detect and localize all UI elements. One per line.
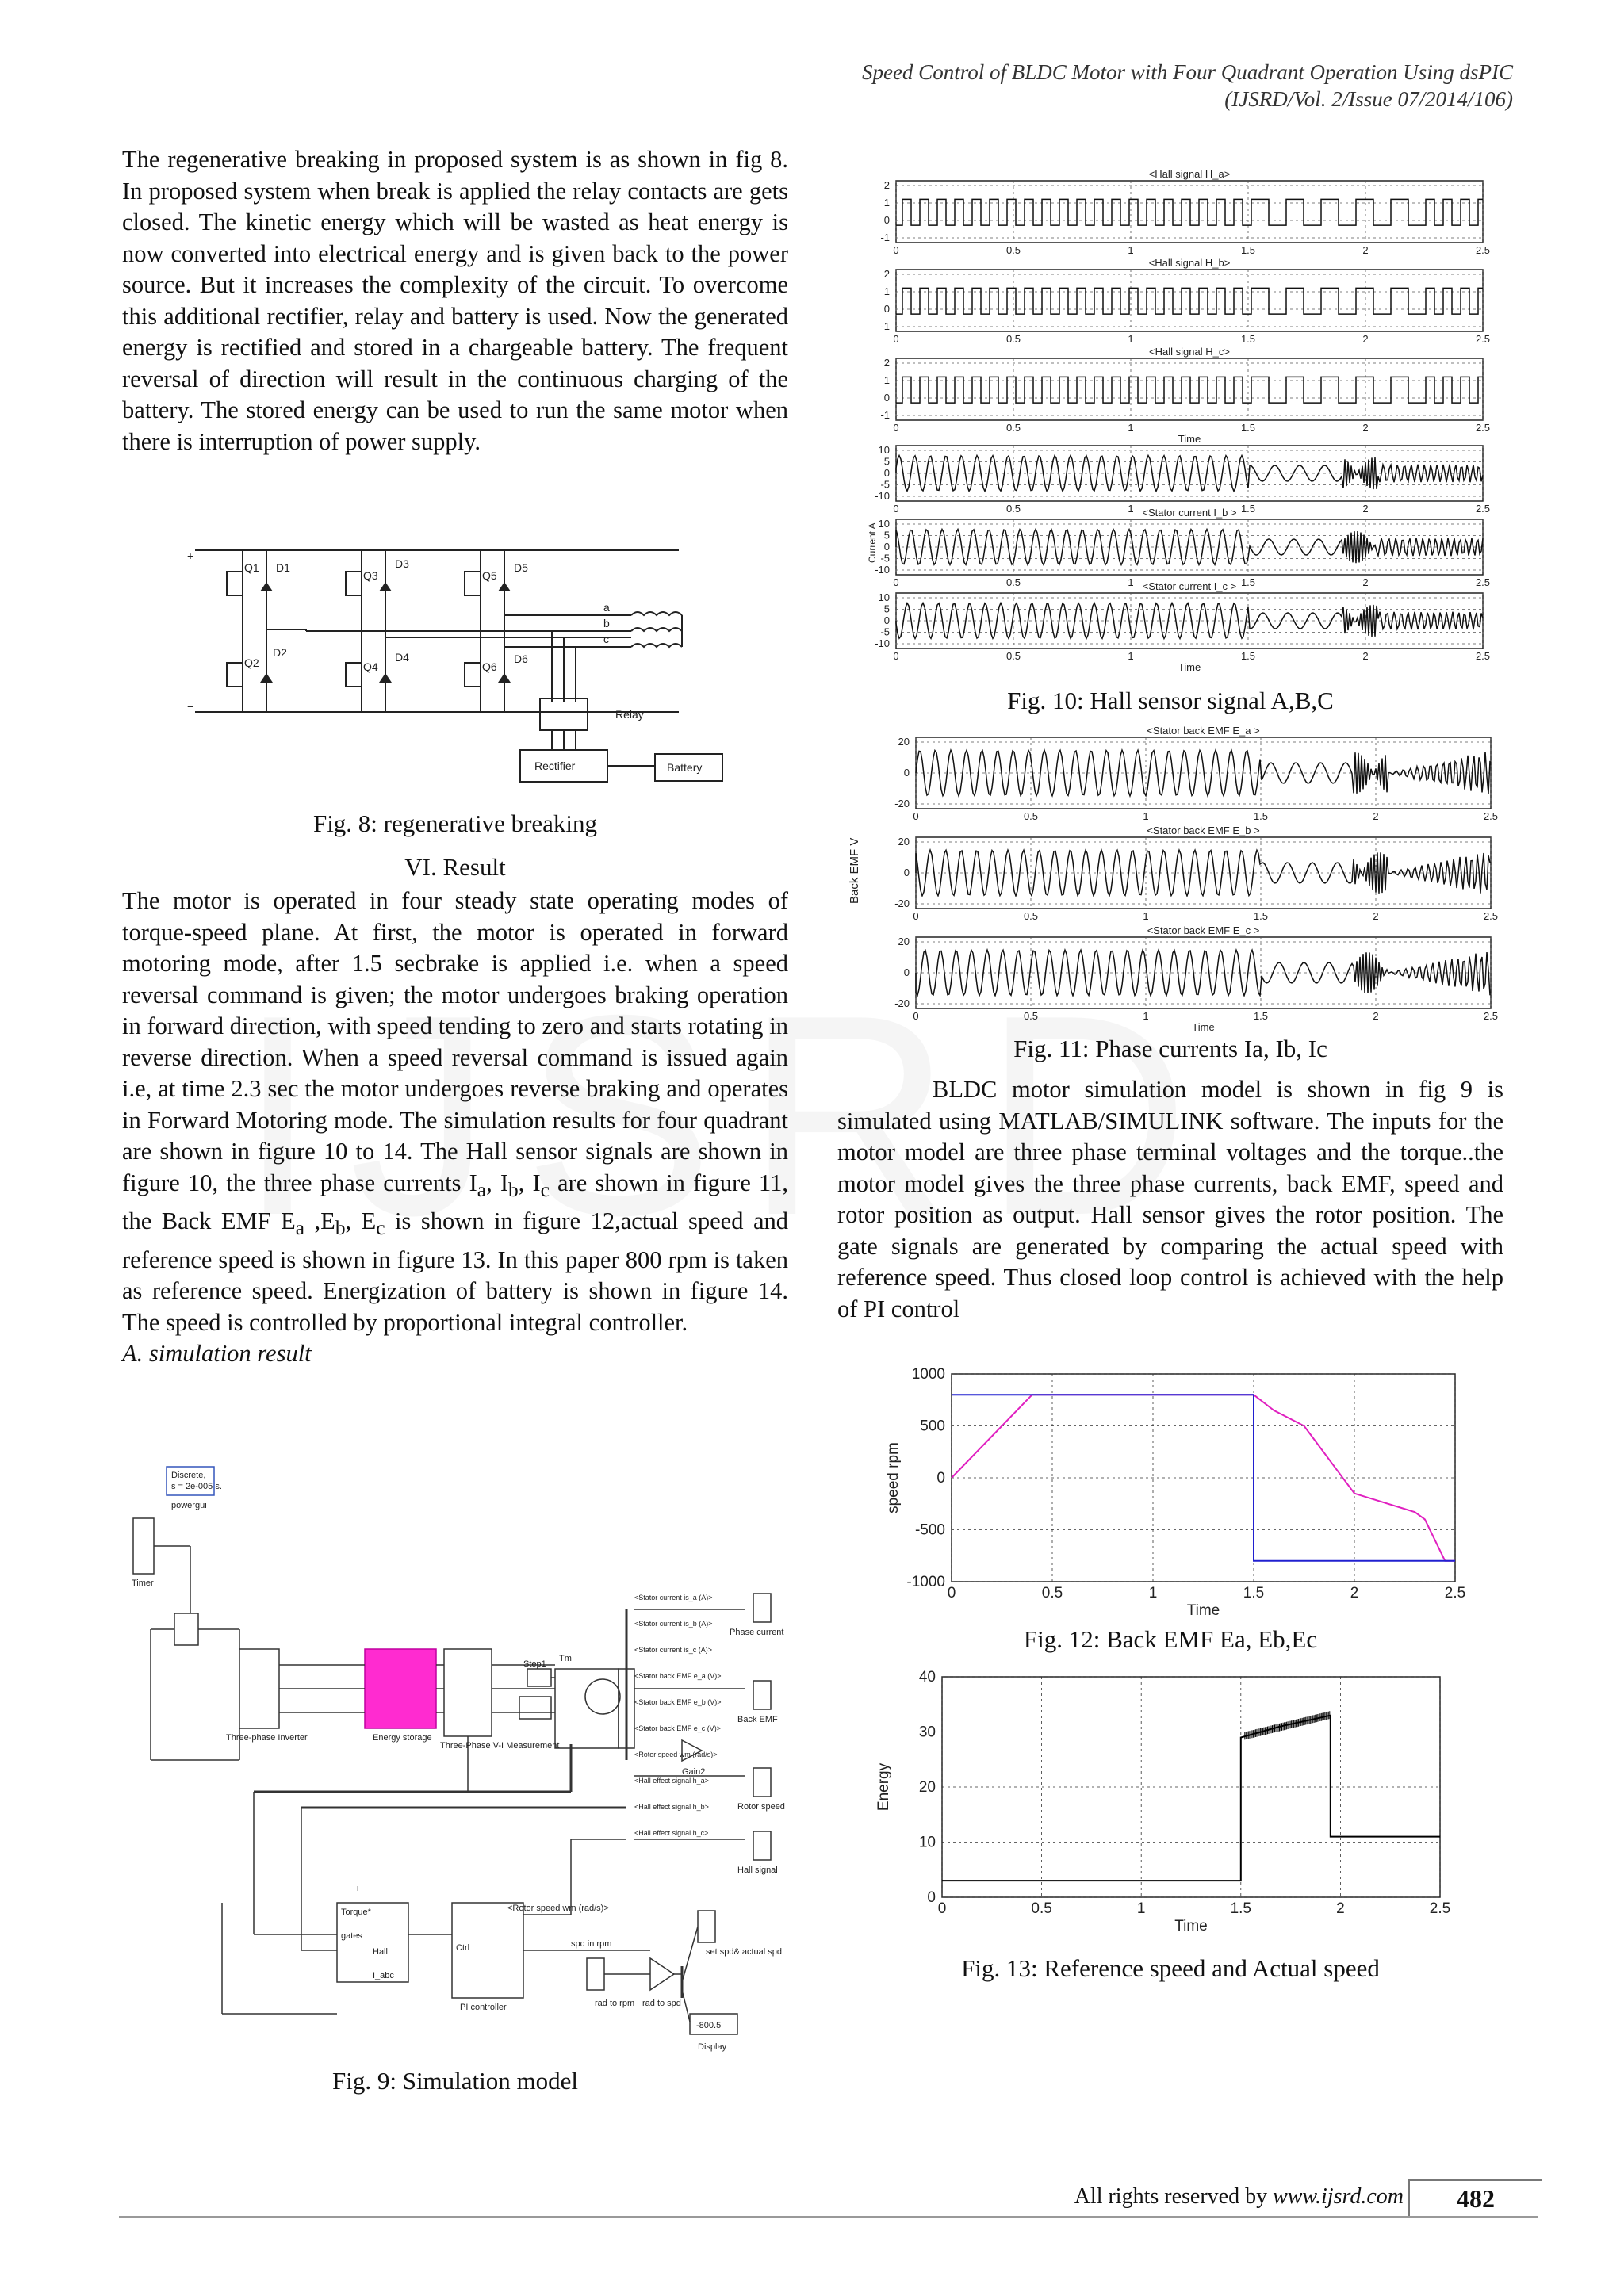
- fig8-label-battery: Battery: [667, 761, 703, 774]
- signal-trace: [896, 199, 1483, 225]
- fig9-rad-to-rpm: rad to rpm: [595, 1999, 635, 2008]
- x-tick-label: 0.5: [1005, 503, 1021, 515]
- plot-panel: [894, 725, 1498, 822]
- result-text-e: is shown in figure 12,actual speed and reference speed is shown in figure 13. In this paper 800 rpm is taken as reference speed. Energization of battery is shown in figure 14. The speed is controlled by proportional integral controller.: [122, 1207, 788, 1336]
- x-tick-label: 1.5: [1240, 422, 1256, 434]
- i-b: I: [492, 1169, 508, 1196]
- x-tick-label: 1: [1128, 650, 1134, 662]
- left-column-top: [122, 144, 788, 457]
- x-tick-label: 0: [893, 650, 899, 662]
- fig9-rotor-speed: Rotor speed: [737, 1802, 785, 1812]
- page-number: 482: [1408, 2179, 1542, 2216]
- fig9-bus-signal: <Hall effect signal h_c>: [634, 1829, 709, 1837]
- fig9-caption: Fig. 9: Simulation model: [331, 2067, 578, 2095]
- panel-frame: [896, 446, 1483, 501]
- x-tick-label: 0: [913, 810, 919, 822]
- y-tick-label: 2: [883, 357, 890, 369]
- fig8-label-q1: Q1: [244, 561, 259, 574]
- y-tick-label: 0: [883, 541, 890, 553]
- fig8-label-d5: D5: [514, 561, 528, 574]
- comma: ,: [486, 1169, 492, 1196]
- fig9-bus-signal: <Hall effect signal h_b>: [634, 1803, 709, 1811]
- y-tick-label: 2: [883, 179, 890, 191]
- y-tick-label: 10: [878, 444, 890, 456]
- y-tick-label: 0: [883, 467, 890, 479]
- header-issue: (IJSRD/Vol. 2/Issue 07/2014/106): [1224, 87, 1513, 111]
- fig9-simulink-model: [127, 1459, 785, 2061]
- x-tick-label: 0.5: [1023, 910, 1039, 922]
- y-tick-label: -10: [875, 637, 890, 649]
- fig9-bus-signal: <Stator current is_b (A)>: [634, 1620, 713, 1628]
- fig10-caption: Fig. 10: Hall sensor signal A,B,C: [1007, 687, 1334, 714]
- x-tick-label: 0: [893, 503, 899, 515]
- x-tick-label: 2.5: [1483, 810, 1499, 822]
- plot-panel: [880, 346, 1490, 445]
- x-tick-label: 1.5: [1253, 910, 1269, 922]
- signal-trace: [896, 456, 1483, 492]
- fig9-bus-signal: <Stator current is_a (A)>: [634, 1594, 713, 1601]
- fig9-gain: Gain2: [682, 1767, 706, 1777]
- plot-panel: [894, 825, 1498, 922]
- energy-x-axis-label: Time: [1174, 1918, 1208, 1934]
- y-tick-label: 2: [883, 268, 890, 280]
- speed-x-tick-label: 2: [1350, 1585, 1359, 1601]
- x-tick-label: 1: [1143, 1010, 1149, 1022]
- x-tick-label: 2.5: [1475, 576, 1491, 588]
- panel-title: <Hall signal H_b>: [1148, 257, 1231, 269]
- fig9-hall: Hall: [373, 1947, 388, 1957]
- fig9-rad-to-spd: rad to spd: [642, 1999, 681, 2008]
- i-c: , I: [518, 1169, 541, 1196]
- fig9-pi: PI controller: [460, 2003, 507, 2012]
- fig9-bus-signal: <Stator current is_c (A)>: [634, 1646, 713, 1654]
- x-tick-label: 2.5: [1483, 1010, 1499, 1022]
- fig9-bus-signal: <Stator back EMF e_b (V)>: [634, 1698, 722, 1706]
- plot-panel: [875, 580, 1490, 673]
- x-tick-label: 2: [1362, 503, 1369, 515]
- signal-trace: [916, 850, 1490, 896]
- fig8-plus-label: +: [187, 549, 194, 562]
- x-tick-label: 2: [1373, 910, 1379, 922]
- speed-x-axis-label: Time: [1186, 1602, 1220, 1619]
- fig9-step: Step1: [523, 1659, 546, 1669]
- x-tick-label: 1: [1128, 244, 1134, 256]
- y-tick-label: 5: [883, 529, 890, 541]
- footer-rights-text: All rights reserved by: [1074, 2184, 1274, 2209]
- y-tick-label: 5: [883, 455, 890, 468]
- plot-panel: [875, 507, 1490, 588]
- footer-site-link[interactable]: www.ijsrd.com: [1273, 2184, 1404, 2209]
- y-tick-label: 1: [883, 197, 890, 209]
- y-tick-label: 1: [883, 374, 890, 386]
- signal-trace: [916, 950, 1490, 996]
- x-tick-label: 0.5: [1023, 810, 1039, 822]
- panel-title: <Stator current I_b >: [1142, 507, 1237, 519]
- signal-trace: [896, 603, 1483, 639]
- fig9-discrete: Discrete,: [171, 1471, 206, 1480]
- result-text-d: , E: [345, 1207, 377, 1235]
- x-tick-label: 0: [893, 422, 899, 434]
- x-tick-label: 0: [893, 576, 899, 588]
- y-tick-label: 1: [883, 285, 890, 297]
- energy-y-tick-label: 0: [927, 1889, 936, 1906]
- fig9-bus-signal: <Stator back EMF e_a (V)>: [634, 1672, 722, 1680]
- x-tick-label: 2.5: [1475, 422, 1491, 434]
- sub-eb: b: [335, 1217, 346, 1240]
- fig8-label-d1: D1: [276, 561, 290, 574]
- panel-title: <Hall signal H_a>: [1148, 168, 1231, 180]
- y-axis-label: Back EMF V: [848, 837, 861, 904]
- fig9-inverter: Three-phase Inverter: [226, 1733, 308, 1743]
- y-tick-label: 0: [903, 867, 910, 878]
- fig9-ts: s = 2e-005 s.: [171, 1482, 222, 1491]
- panel-frame: [896, 519, 1483, 575]
- fig9-bus-signal: <Rotor speed wm (rad/s)>: [634, 1751, 718, 1758]
- energy-y-tick-label: 30: [918, 1724, 936, 1741]
- header-title: Speed Control of BLDC Motor with Four Quadrant Operation Using dsPIC: [861, 60, 1513, 84]
- x-tick-label: 2: [1362, 576, 1369, 588]
- y-tick-label: -10: [875, 490, 890, 502]
- x-tick-label: 2: [1362, 650, 1369, 662]
- speed-x-tick-label: 0: [947, 1585, 956, 1601]
- subsection-simulation-result: A. simulation result: [122, 1340, 312, 1368]
- fig8-label-q2: Q2: [244, 656, 259, 669]
- x-tick-label: 2.5: [1475, 650, 1491, 662]
- x-axis-label: Time: [1178, 433, 1201, 445]
- energy-x-tick-label: 2: [1336, 1900, 1345, 1917]
- panel-frame: [896, 593, 1483, 649]
- y-tick-label: 0: [883, 614, 890, 626]
- page-footer: [0, 2184, 1624, 2216]
- paragraph-simulation: BLDC motor simulation model is shown in fig 9 is simulated using MATLAB/SIMULINK software. The inputs for the motor model are three phase terminal voltages and the torque..the motor model gives the three phase currents, back EMF, speed and rotor position as output. Hall sensor gives the rotor position. The gate signals are generated by comparing the actual speed with reference speed. Thus closed loop control is achieved with the help of PI control: [837, 1076, 1503, 1322]
- fig12-speed-chart: [864, 1360, 1483, 1621]
- energy-x-tick-label: 1: [1136, 1900, 1146, 1917]
- fig9-display-label: Display: [698, 2042, 727, 2052]
- sub-a: a: [477, 1178, 487, 1201]
- fig9-tm: Tm: [559, 1654, 572, 1663]
- fig8-label-d2: D2: [273, 646, 287, 659]
- paragraph-regenerative: The regenerative breaking in proposed system is as shown in fig 8. In proposed system when break is applied the relay contacts are gets closed. The kinetic energy which will be wasted as heat energy is now converted into electrical energy and is given back to the power source. But it increases the complexity of the circuit. To overcome this additional rectifier, relay and battery is used. Now the generated energy is rectified and stored in a chargeable battery. The frequent reversal of direction will result in the continuous charging of the battery. The stored energy can be used to run the same motor when there is interruption of power supply.: [122, 146, 788, 455]
- fig9-i-mark: i: [357, 1884, 359, 1893]
- y-tick-label: -20: [894, 798, 910, 809]
- section-title-result: VI. Result: [404, 853, 506, 881]
- fig8-label-b: b: [603, 617, 610, 629]
- plot-panel: [875, 444, 1490, 515]
- energy-y-tick-label: 10: [918, 1834, 936, 1851]
- x-tick-label: 1: [1128, 333, 1134, 345]
- y-tick-label: 10: [878, 518, 890, 530]
- speed-y-tick-label: 1000: [911, 1366, 945, 1383]
- sub-ec: c: [376, 1217, 385, 1240]
- x-tick-label: 0: [893, 333, 899, 345]
- x-tick-label: 2: [1373, 810, 1379, 822]
- x-tick-label: 1: [1128, 503, 1134, 515]
- result-text-b: are shown in figure 11, the Back EMF E: [122, 1169, 788, 1235]
- speed-y-tick-label: 500: [920, 1418, 945, 1435]
- panel-title: <Stator back EMF E_c >: [1147, 924, 1260, 936]
- plot-panel: [880, 168, 1490, 256]
- y-tick-label: 20: [898, 736, 910, 748]
- y-tick-label: 0: [903, 966, 910, 978]
- energy-x-tick-label: 2.5: [1429, 1900, 1451, 1917]
- panel-frame: [896, 358, 1483, 420]
- energy-y-tick-label: 20: [918, 1779, 936, 1796]
- energy-y-axis-label: Energy: [875, 1762, 892, 1812]
- x-tick-label: 1.5: [1240, 650, 1256, 662]
- y-tick-label: 20: [898, 936, 910, 947]
- speed-x-tick-label: 0.5: [1041, 1585, 1063, 1601]
- signal-trace: [916, 750, 1490, 796]
- running-header: [862, 59, 1513, 113]
- x-tick-label: 0: [913, 1010, 919, 1022]
- fig9-vi: Three-Phase V-I Measurement: [440, 1741, 560, 1751]
- energy-y-tick-label: 40: [918, 1669, 936, 1686]
- right-column-text: [837, 1074, 1503, 1325]
- energy-x-tick-label: 0: [937, 1900, 947, 1917]
- fig8-label-q3: Q3: [363, 569, 378, 582]
- speed-x-tick-label: 1.5: [1243, 1585, 1265, 1601]
- y-tick-label: -1: [880, 409, 890, 421]
- x-tick-label: 0.5: [1023, 1010, 1039, 1022]
- x-axis-label: Time: [1178, 661, 1201, 673]
- y-tick-label: 5: [883, 603, 890, 615]
- x-tick-label: 2: [1362, 333, 1369, 345]
- y-tick-label: -10: [875, 564, 890, 576]
- fig8-label-a: a: [603, 601, 610, 614]
- fig9-spd: spd in rpm: [571, 1939, 612, 1949]
- y-tick-label: 0: [883, 392, 890, 404]
- fig8-label-d3: D3: [395, 557, 409, 570]
- energy-x-tick-label: 0.5: [1031, 1900, 1052, 1917]
- fig8-label-q4: Q4: [363, 660, 378, 673]
- left-column-result: [122, 886, 788, 1370]
- panel-title: <Stator back EMF E_a >: [1147, 725, 1260, 737]
- fig8-label-c: c: [603, 633, 609, 645]
- speed-y-tick-label: -1000: [906, 1574, 945, 1590]
- energy-x-tick-label: 1.5: [1230, 1900, 1252, 1917]
- y-tick-label: 0: [883, 303, 890, 315]
- x-tick-label: 1.5: [1240, 503, 1256, 515]
- fig8-minus-label: −: [187, 700, 194, 713]
- y-axis-label: Current A: [867, 522, 878, 563]
- fig8-label-q5: Q5: [482, 569, 497, 582]
- fig9-bus-signal: <Hall effect signal h_a>: [634, 1777, 709, 1785]
- fig9-iabc: I_abc: [373, 1971, 394, 1980]
- fig9-hall-signal: Hall signal: [737, 1866, 778, 1875]
- plot-panel: [880, 257, 1490, 345]
- signal-trace: [896, 530, 1483, 565]
- sub-ea: a: [295, 1217, 305, 1240]
- fig9-bus-signal: <Stator back EMF e_c (V)>: [634, 1724, 722, 1732]
- y-tick-label: -1: [880, 232, 890, 243]
- signal-trace: [896, 377, 1483, 403]
- fig9-powergui: powergui: [171, 1501, 207, 1510]
- fig12-caption: Fig. 12: Back EMF Ea, Eb,Ec: [1023, 1625, 1318, 1653]
- fig8-label-q6: Q6: [482, 660, 497, 673]
- fig8-label-relay: Relay: [615, 708, 644, 721]
- paragraph-result: [122, 886, 788, 1338]
- y-tick-label: -20: [894, 897, 910, 909]
- fig13-caption: Fig. 13: Reference speed and Actual speed: [961, 1954, 1380, 1982]
- signal-trace: [896, 288, 1483, 314]
- speed-x-tick-label: 1: [1148, 1585, 1158, 1601]
- x-tick-label: 2.5: [1475, 333, 1491, 345]
- x-tick-label: 2.5: [1483, 910, 1499, 922]
- x-tick-label: 0.5: [1005, 576, 1021, 588]
- fig9-timer: Timer: [132, 1578, 154, 1588]
- speed-x-tick-label: 2.5: [1444, 1585, 1466, 1601]
- fig8-caption: Fig. 8: regenerative breaking: [312, 809, 598, 837]
- speed-y-axis-label: speed rpm: [885, 1442, 902, 1513]
- footer-rule: [119, 2216, 1538, 2218]
- fig9-set-actual: set spd& actual spd: [706, 1947, 783, 1957]
- x-tick-label: 1.5: [1253, 810, 1269, 822]
- fig9-ctrl: Ctrl: [456, 1943, 470, 1953]
- x-tick-label: 0: [913, 910, 919, 922]
- x-tick-label: 1: [1128, 576, 1134, 588]
- x-tick-label: 1.5: [1240, 333, 1256, 345]
- fig10-hall-current-plots: [864, 159, 1499, 673]
- x-tick-label: 0: [893, 244, 899, 256]
- y-tick-label: 20: [898, 836, 910, 848]
- x-tick-label: 0.5: [1005, 333, 1021, 345]
- panel-frame: [896, 181, 1483, 243]
- y-tick-label: -20: [894, 997, 910, 1009]
- fig9-phase-current: Phase current: [730, 1628, 784, 1637]
- result-text-c: ,E: [304, 1207, 335, 1235]
- plot-panel: [894, 924, 1498, 1033]
- x-tick-label: 1: [1143, 910, 1149, 922]
- fig8-regenerative-circuit: [187, 536, 742, 806]
- fig8-label-d6: D6: [514, 652, 528, 665]
- panel-title: <Hall signal H_c>: [1149, 346, 1230, 358]
- x-tick-label: 0.5: [1005, 244, 1021, 256]
- fig8-label-d4: D4: [395, 651, 409, 664]
- x-tick-label: 1.5: [1240, 244, 1256, 256]
- x-tick-label: 1.5: [1253, 1010, 1269, 1022]
- x-tick-label: 2: [1373, 1010, 1379, 1022]
- sub-c: c: [540, 1178, 550, 1201]
- fig8-label-rectifier: Rectifier: [534, 760, 576, 772]
- speed-y-tick-label: -500: [914, 1521, 945, 1539]
- y-tick-label: -5: [880, 626, 890, 638]
- x-tick-label: 1.5: [1240, 576, 1256, 588]
- panel-title: <Stator current I_c >: [1142, 580, 1237, 592]
- fig9-rotor-wm: <Rotor speed wm (rad/s)>: [508, 1904, 609, 1913]
- y-tick-label: 0: [903, 767, 910, 779]
- fig9-gates: gates: [341, 1931, 362, 1941]
- fig9-torque: Torque*: [341, 1908, 371, 1917]
- panel-frame: [896, 270, 1483, 331]
- x-tick-label: 2.5: [1475, 503, 1491, 515]
- y-tick-label: -5: [880, 552, 890, 564]
- fig9-storage: Energy storage: [373, 1733, 432, 1743]
- x-tick-label: 1: [1128, 422, 1134, 434]
- x-tick-label: 2.5: [1475, 244, 1491, 256]
- x-tick-label: 2: [1362, 422, 1369, 434]
- x-tick-label: 2: [1362, 244, 1369, 256]
- footer-rights: [1074, 2184, 1404, 2210]
- sub-b: b: [508, 1178, 519, 1201]
- speed-y-tick-label: 0: [936, 1470, 945, 1487]
- x-axis-label: Time: [1192, 1021, 1215, 1033]
- fig11-caption: Fig. 11: Phase currents Ia, Ib, Ic: [1013, 1035, 1327, 1062]
- fig11-back-emf-plots: [841, 721, 1499, 1031]
- y-tick-label: -1: [880, 320, 890, 332]
- fig9-back-emf: Back EMF: [737, 1715, 778, 1724]
- y-tick-label: -5: [880, 478, 890, 491]
- fig13-energy-chart: [875, 1663, 1483, 1948]
- x-tick-label: 0.5: [1005, 422, 1021, 434]
- x-tick-label: 1: [1143, 810, 1149, 822]
- fig9-display: -800.5: [696, 2021, 722, 2030]
- panel-title: <Stator back EMF E_b >: [1147, 825, 1260, 836]
- result-text-a: The motor is operated in four steady state operating modes of torque-speed plane. At first, the motor is operated in forward motoring mode, after 1.5 secbrake is applied i.e. when a speed reversal command is given; the motor undergoes braking operation in forward direction, with speed tending to zero and starts rotating in reverse direction. When a speed reversal command is issued again i.e, at time 2.3 sec the motor undergoes reverse braking and operates in Forward Motoring mode. The simulation results for four quadrant are shown in figure 10 to 14. The Hall sensor signals are shown in figure 10, the three phase currents I: [122, 887, 788, 1196]
- y-tick-label: 0: [883, 214, 890, 226]
- x-tick-label: 0.5: [1005, 650, 1021, 662]
- y-tick-label: 10: [878, 591, 890, 603]
